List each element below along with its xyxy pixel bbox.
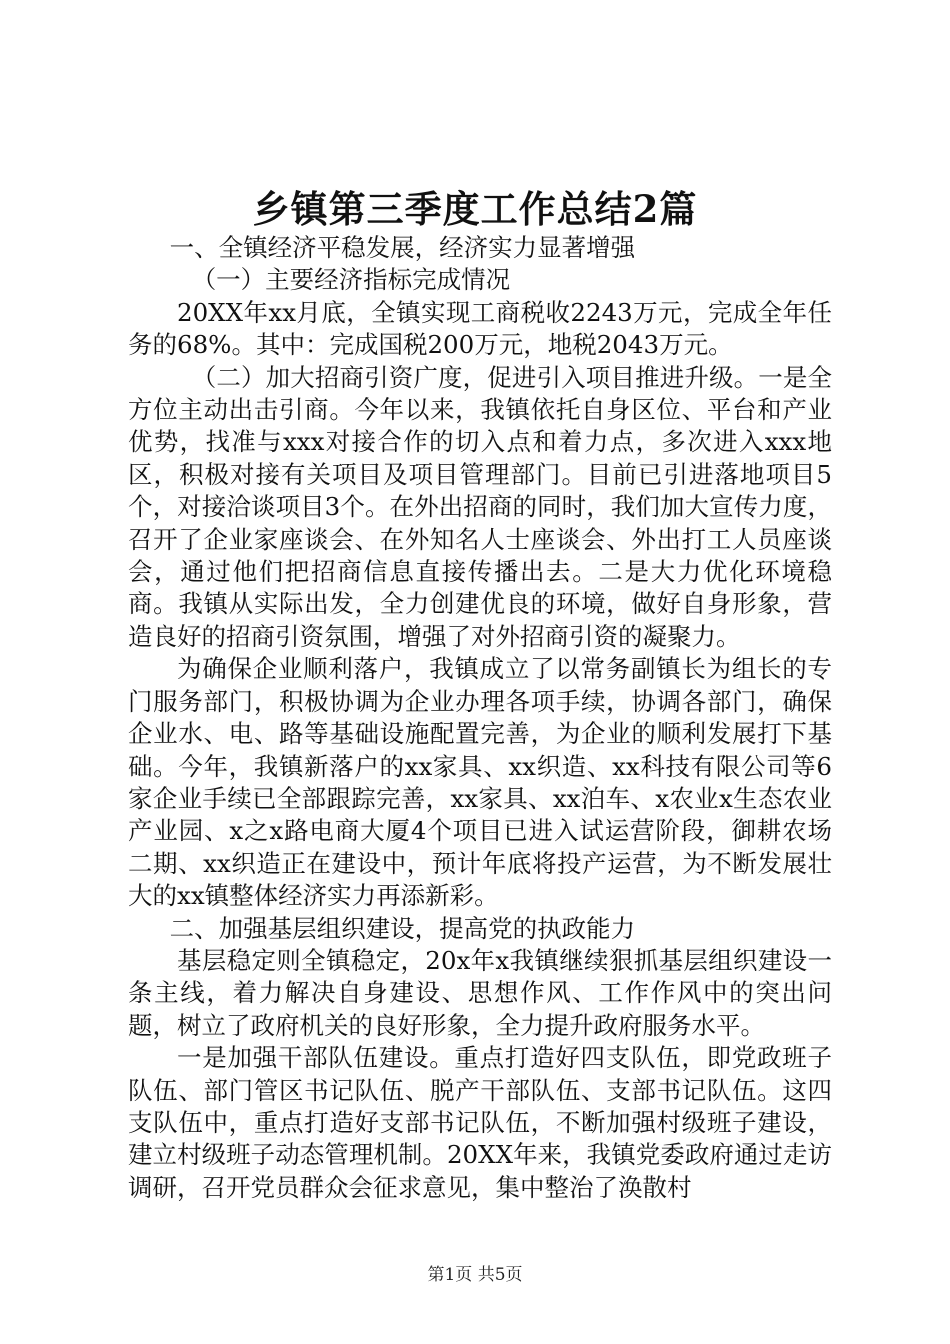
section-heading-1: 一、全镇经济平稳发展，经济实力显著增强 <box>169 233 636 262</box>
document-body <box>128 232 832 1204</box>
subsection-heading-1: （一）主要经济指标完成情况 <box>191 265 511 295</box>
paragraph-tax-revenue: 20XX年xx月底，全镇实现工商税收2243万元，完成全年任务的68%。其中：完成国税200万元，地税2043万元。 <box>128 297 832 360</box>
paragraph-investment: （二）加大招商引资广度，促进引入项目推进升级。一是全方位主动出击引商。今年以来，我镇依托自身区位、平台和产业优势，找准与xxx对接合作的切入点和着力点，多次进入xxx地区，积极对接有关项目及项目管理部门。目前已引进落地项目5个，对接洽谈项目3个。在外出招商的同时，我们加大宣传力度，召开了企业家座谈会、在外知名人士座谈会、外出打工人员座谈会，通过他们把招商信息直接传播出去。二是大力优化环境稳商。我镇从实际出发，全力创建优良的环境，做好自身形象，营造良好的招商引资氛围，增强了对外招商引资的凝聚力。 <box>128 362 832 651</box>
document-title: 乡镇第三季度工作总结2篇 <box>252 187 698 231</box>
section-heading-2: 二、加强基层组织建设，提高党的执政能力 <box>169 913 636 943</box>
paragraph-cadre-team: 一是加强干部队伍建设。重点打造好四支队伍，即党政班子队伍、部门管区书记队伍、脱产干部队伍、支部书记队伍。这四支队伍中，重点打造好支部书记队伍，不断加强村级班子建设，建立村级班子动态管理机制。20XX年来，我镇党委政府通过走访调研，召开党员群众会征求意见，集中整治了涣散村 <box>128 1043 832 1202</box>
paragraph-grassroots: 基层稳定则全镇稳定，20x年x我镇继续狠抓基层组织建设一条主线，着力解决自身建设、思想作风、工作作风中的突出问题，树立了政府机关的良好形象，全力提升政府服务水平。 <box>128 945 832 1040</box>
page-footer: 第1页 共5页 <box>427 1265 523 1285</box>
paragraph-enterprise-service: 为确保企业顺利落户，我镇成立了以常务副镇长为组长的专门服务部门，积极协调为企业办理各项手续，协调各部门，确保企业水、电、路等基础设施配置完善，为企业的顺利发展打下基础。今年，我镇新落户的xx家具、xx织造、xx科技有限公司等6家企业手续已全部跟踪完善，xx家具、xx泊车、x农业x生态农业产业园、x之x路电商大厦4个项目已进入试运营阶段，御耕农场二期、xx织造正在建设中，预计年底将投产运营，为不断发展壮大的xx镇整体经济实力再添新彩。 <box>128 654 832 911</box>
